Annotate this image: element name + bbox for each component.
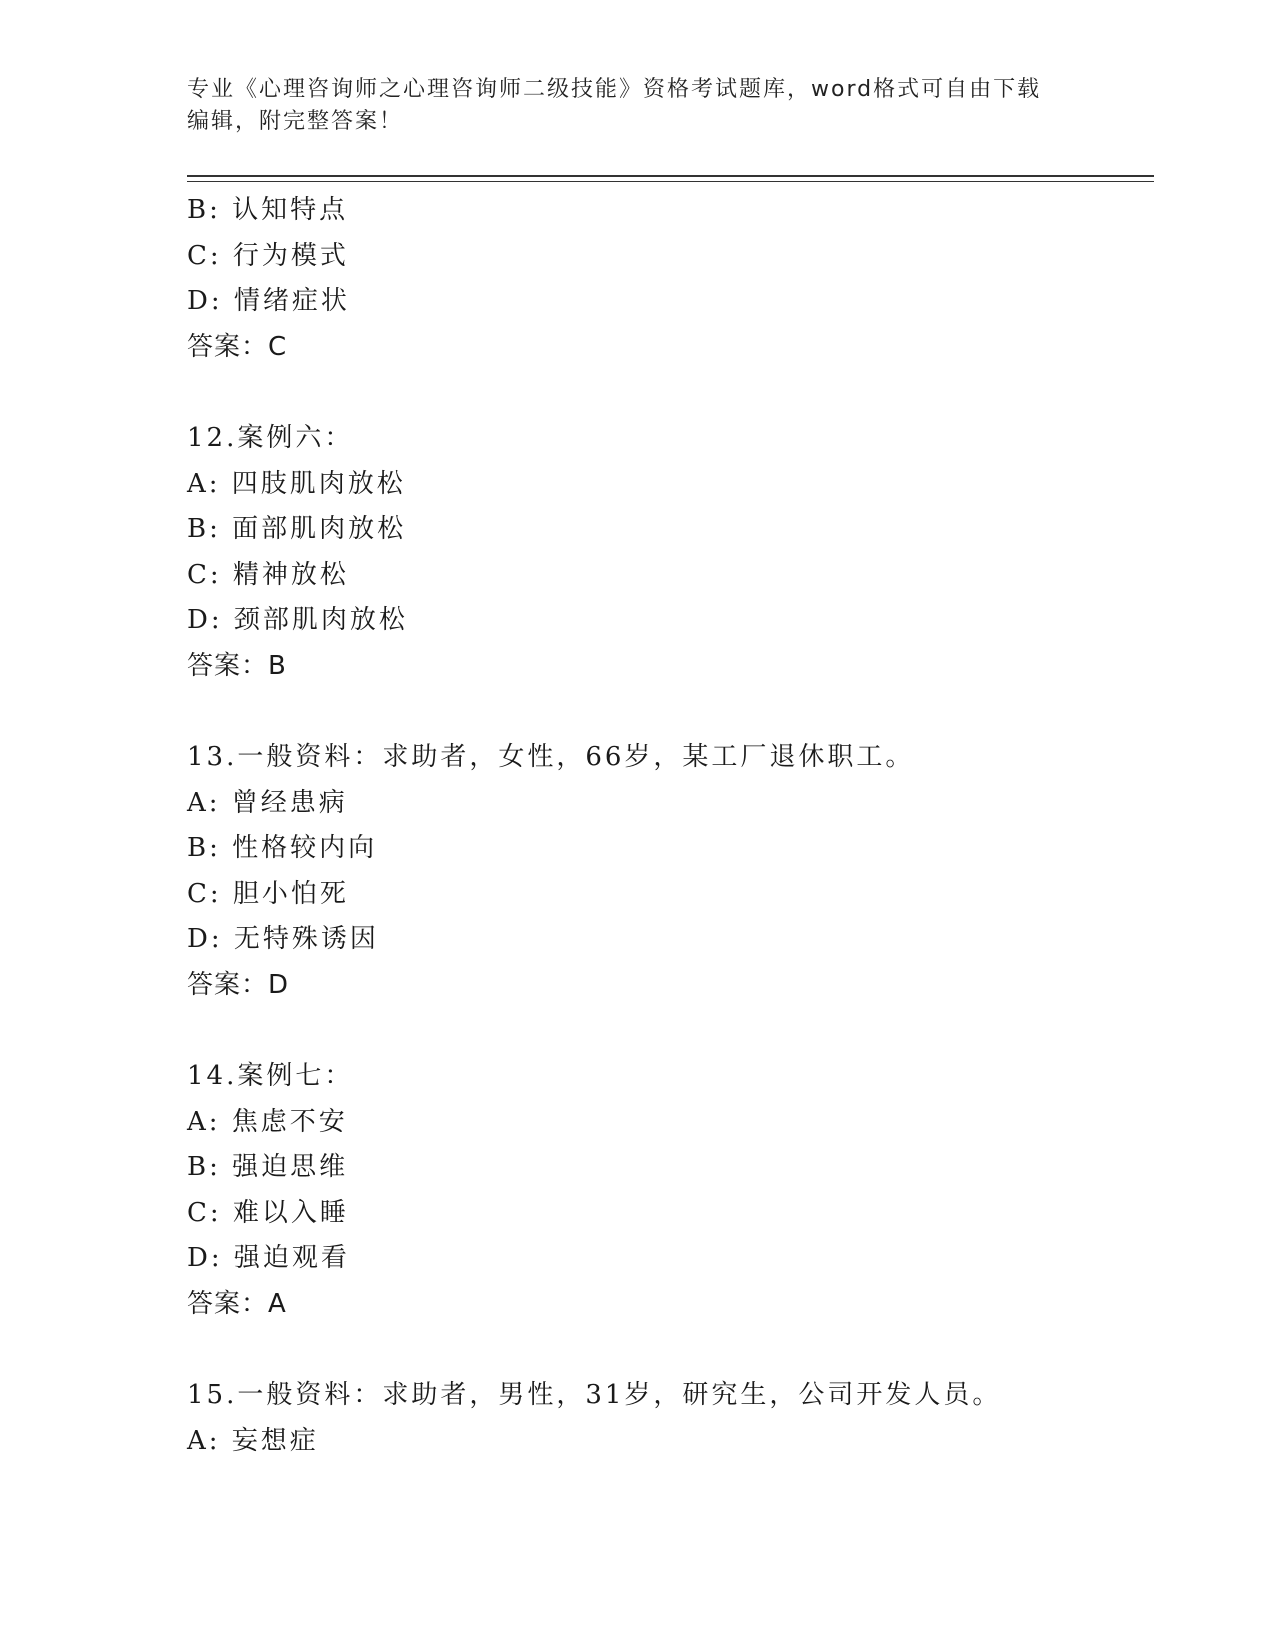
answer-line: 答案：C [187, 331, 288, 362]
option-item: D: 情绪症状 [187, 286, 350, 316]
option-item: B: 性格较内向 [187, 833, 378, 863]
option-item: B: 面部肌肉放松 [187, 514, 407, 544]
option-item: D: 颈部肌肉放松 [187, 605, 408, 635]
document-header [187, 74, 1087, 138]
spacer [187, 370, 1147, 416]
option-item: B: 认知特点 [187, 195, 349, 225]
question-title: 13.一般资料：求助者，女性，66岁，某工厂退休职工。 [187, 742, 915, 772]
option-item: D: 强迫观看 [187, 1243, 350, 1273]
header-divider-thin [187, 181, 1154, 182]
option-item: A: 四肢肌肉放松 [187, 468, 406, 499]
option-item: A: 焦虑不安 [187, 1106, 348, 1137]
spacer [187, 1327, 1147, 1373]
answer-line: 答案：B [187, 650, 287, 681]
answer-line: 答案：A [187, 1288, 287, 1319]
option-item: C: 行为模式 [187, 240, 349, 271]
option-item: A: 曾经患病 [187, 787, 348, 818]
spacer [187, 689, 1147, 735]
option-item: C: 胆小怕死 [187, 878, 349, 909]
option-item: C: 难以入睡 [187, 1197, 349, 1228]
option-item: C: 精神放松 [187, 559, 349, 590]
spacer [187, 1008, 1147, 1054]
header-line-2: 编辑，附完整答案！ [187, 109, 404, 134]
answer-line: 答案：D [187, 969, 290, 1000]
question-list [187, 188, 1147, 1464]
header-divider-thick [187, 175, 1154, 177]
option-item: A: 妄想症 [187, 1425, 319, 1456]
header-line-1: 专业《心理咨询师之心理咨询师二级技能》资格考试题库，word格式可自由下载 [187, 77, 1042, 102]
question-title: 14.案例七： [187, 1061, 354, 1091]
question-title: 12.案例六： [187, 423, 354, 453]
option-item: D: 无特殊诱因 [187, 924, 379, 954]
option-item: B: 强迫思维 [187, 1152, 349, 1182]
question-title: 15.一般资料：求助者，男性，31岁，研究生，公司开发人员。 [187, 1380, 1002, 1410]
